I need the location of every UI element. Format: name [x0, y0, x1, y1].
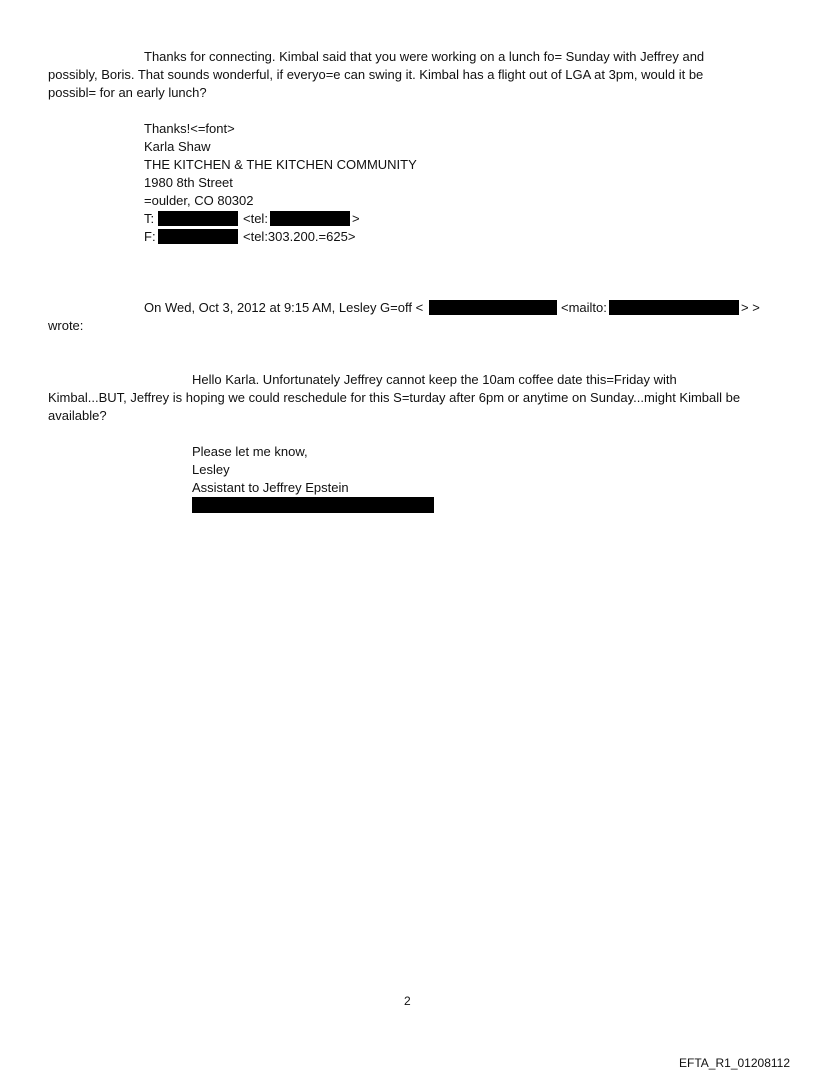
quote-header-prefix: On Wed, Oct 3, 2012 at 9:15 AM, Lesley G=off < [144, 300, 424, 315]
signature-tel-suffix: > [352, 211, 360, 226]
page-number: 2 [404, 994, 411, 1008]
para2-line1: Hello Karla. Unfortunately Jeffrey cannot keep the 10am coffee date this=Friday with [192, 372, 677, 387]
signature-thanks: Thanks!<=font> [144, 121, 235, 136]
document-id: EFTA_R1_01208112 [679, 1056, 790, 1070]
signature-fax-value: <tel:303.200.=625> [243, 229, 356, 244]
signature-name: Karla Shaw [144, 139, 211, 154]
redaction-block [158, 229, 238, 244]
redaction-block [609, 300, 739, 315]
redaction-block [192, 497, 434, 513]
signature-tel-label: T: [144, 211, 155, 226]
quote-header-end: > > [741, 300, 760, 315]
closing-line1: Please let me know, [192, 444, 308, 459]
para1-line2: possibly, Boris. That sounds wonderful, if everyo=e can swing it. Kimbal has a flight out of LGA at 3pm, would it be [48, 67, 704, 82]
para2-line2: Kimbal...BUT, Jeffrey is hoping we could reschedule for this S=turday after 6pm or anytime on Sunday...might Kimball be [48, 390, 741, 405]
para2-line3: available? [48, 408, 107, 423]
para1-line1: Thanks for connecting. Kimbal said that you were working on a lunch fo= Sunday with Jeffrey and [144, 49, 705, 64]
para1-line3: possibl= for an early lunch? [48, 85, 207, 100]
quote-header-wrote: wrote: [48, 318, 84, 333]
redaction-block [270, 211, 350, 226]
closing-line3: Assistant to Jeffrey Epstein [192, 480, 349, 495]
redaction-block [429, 300, 557, 315]
redaction-block [158, 211, 238, 226]
signature-fax-label: F: [144, 229, 156, 244]
quote-header-mailto: <mailto: [561, 300, 607, 315]
signature-city: =oulder, CO 80302 [144, 193, 254, 208]
signature-street: 1980 8th Street [144, 175, 233, 190]
closing-line2: Lesley [192, 462, 230, 477]
signature-tel-prefix: <tel: [243, 211, 268, 226]
signature-org: THE KITCHEN & THE KITCHEN COMMUNITY [144, 157, 417, 172]
